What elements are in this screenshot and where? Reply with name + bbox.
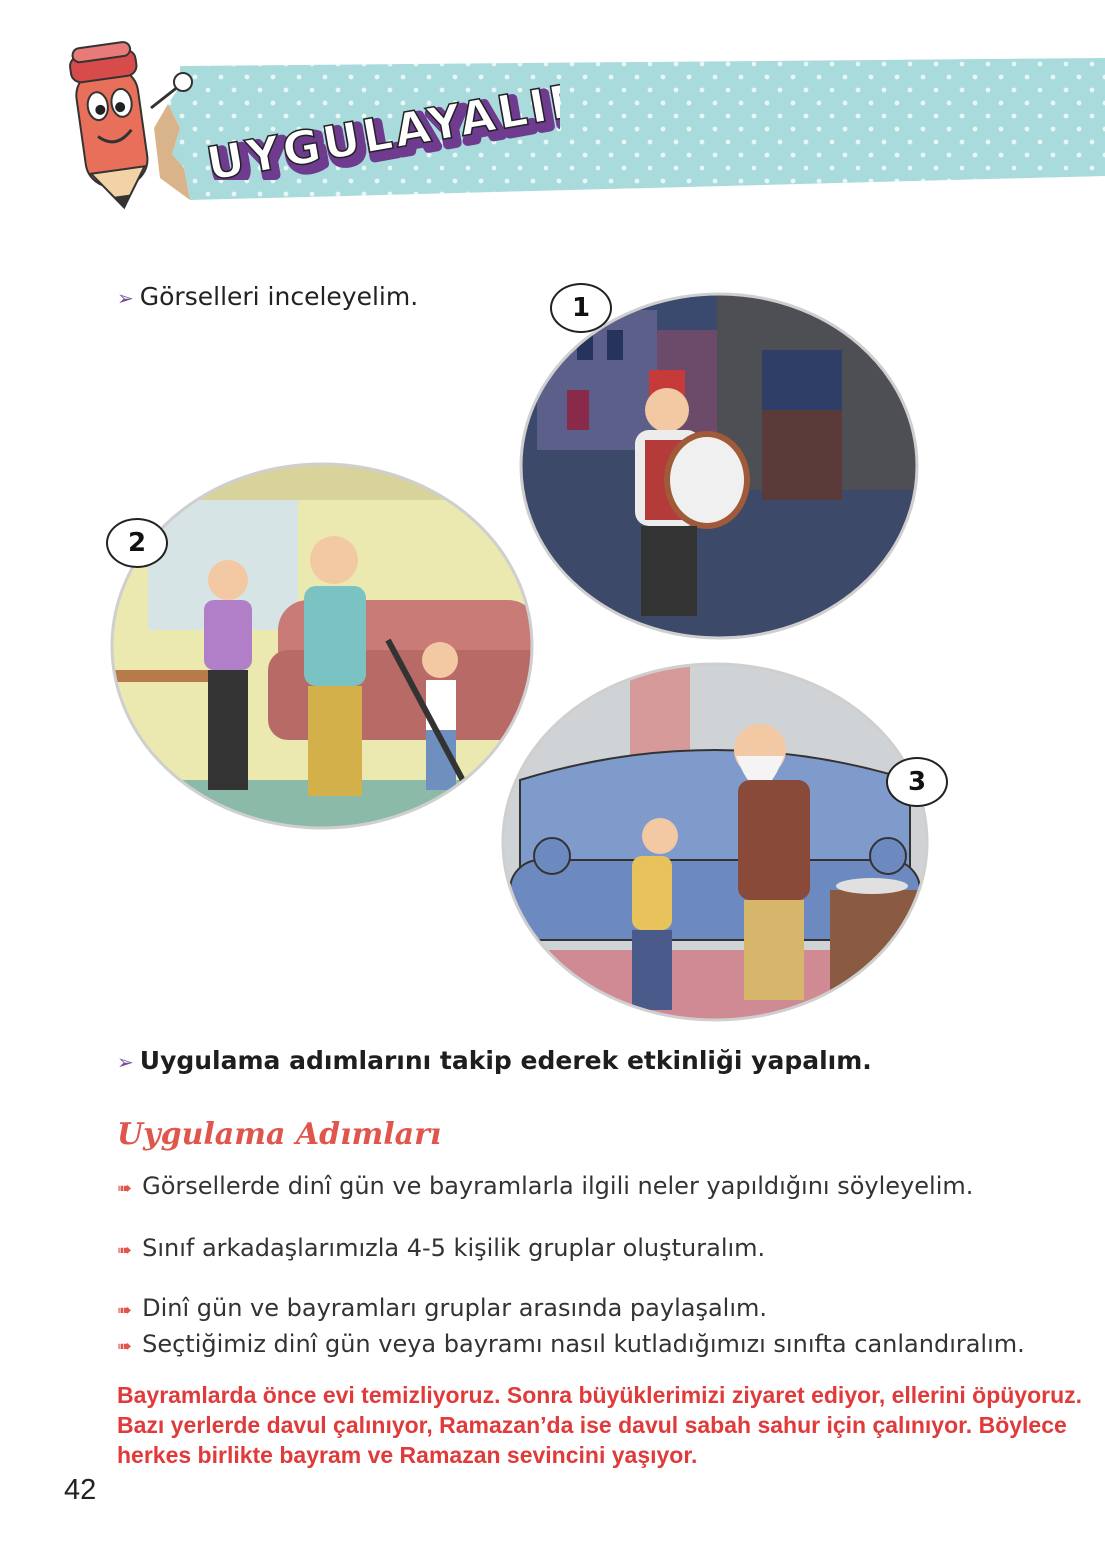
arrow-icon: ➢ — [117, 286, 134, 310]
step-item — [117, 1234, 765, 1262]
arrow-right-icon: ➠ — [117, 1178, 133, 1199]
step-text: Sınıf arkadaşlarımızla 4-5 kişilik gruplar oluşturalım. — [142, 1234, 766, 1262]
scene-2-family-cleaning — [108, 460, 536, 832]
instruction-line — [117, 1046, 872, 1075]
scene-2-badge: 2 — [106, 518, 168, 568]
step-item — [117, 1172, 973, 1200]
step-text: Dinî gün ve bayramları gruplar arasında paylaşalım. — [142, 1294, 767, 1322]
scene-3-badge: 3 — [886, 757, 948, 807]
scene-3-hand-kissing — [500, 660, 930, 1024]
intro-line — [117, 282, 418, 311]
arrow-right-icon: ➠ — [117, 1240, 133, 1261]
header-title — [200, 70, 560, 180]
page-number: 42 — [64, 1474, 97, 1506]
svg-text:UYGULAYALIM: UYGULAYALIM — [202, 70, 560, 180]
answer-text: Bayramlarda önce evi temizliyoruz. Sonra büyüklerimizi ziyaret ediyor, ellerini öpüyoruz. Bazı yerlerde davul çalınıyor, Ramazan’da ise davul sabah sahur için çalınıyor. Böylece herkes birlikte bayram ve Ramazan sevincini yaşıyor. — [117, 1382, 1083, 1468]
step-text: Görsellerde dinî gün ve bayramlarla ilgili neler yapıldığını söyleyelim. — [142, 1172, 974, 1200]
arrow-right-icon: ➠ — [117, 1300, 133, 1321]
step-text: Seçtiğimiz dinî gün veya bayramı nasıl kutladığımızı sınıfta canlandıralım. — [142, 1330, 1025, 1358]
scene-1-drummer — [517, 290, 922, 642]
scene-1-badge: 1 — [550, 283, 612, 333]
svg-text:UYGULAYALIM: UYGULAYALIM — [207, 74, 560, 180]
intro-text: Görselleri inceleyelim. — [139, 282, 419, 311]
instruction-text: Uygulama adımlarını takip ederek etkinliği yapalım. — [139, 1046, 872, 1075]
arrow-right-icon: ➠ — [117, 1336, 133, 1357]
step-item — [117, 1330, 1025, 1358]
arrow-icon: ➢ — [117, 1050, 134, 1074]
pencil-mascot-icon — [55, 38, 205, 210]
step-item — [117, 1294, 767, 1322]
steps-title: Uygulama Adımları — [117, 1117, 442, 1152]
